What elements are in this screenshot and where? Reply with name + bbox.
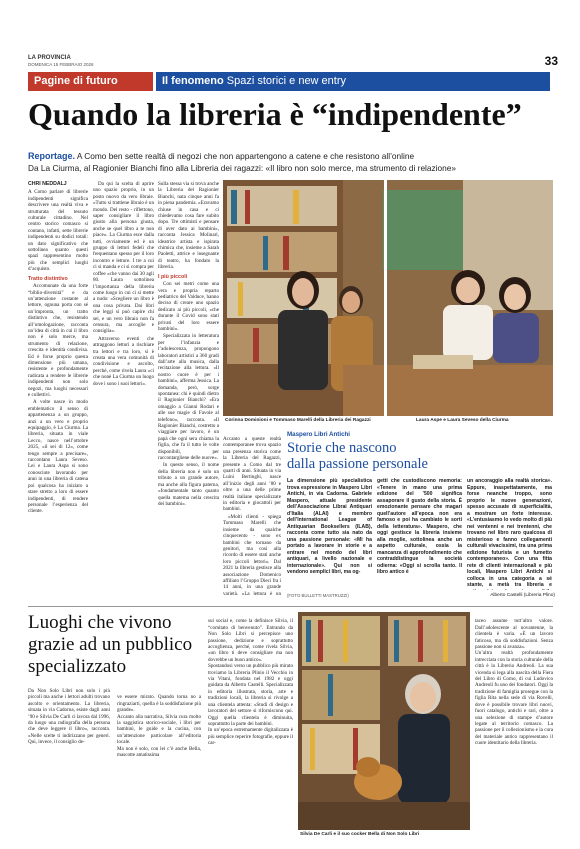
bottom-col1 bbox=[28, 688, 110, 838]
side-article-kicker: Maspero Libri Antichi bbox=[287, 431, 351, 438]
subheading-tratto: Tratto distintivo bbox=[28, 275, 68, 282]
main-paragraph: «Molti clienti - spiega Tommaso Marelli che insieme da qualche cinquecento - sono ex bambini che tornano da genitori, ma così alla ricordo di essere stati anche loro piccoli lettori». Dal 2021 la libreria gestisce alla associazione Domenico affiliato l’Gruppo Dieci fra i 14 anni, in una grande varietà. «La lettura è un bbox=[223, 513, 281, 597]
topic-band bbox=[156, 72, 550, 91]
standfirst-line2: Da La Ciurma, al Ragionier Bianchi fino alla Libreria dei ragazzi: «Il libro non solo merce, ma strumento di relazione» bbox=[28, 163, 456, 173]
main-paragraph: A volte nasce in modo emblematico il senso di appartenenza a un gruppo, anzi a un vero e proprio equipaggio, è La Ciurma. La libreria, situata in viale Lecco, nasce nell’ottobre 2025, «il sei di 12», come tengo sempre a precisare», raccontano Laura Seveso. Lei e Laura Aspa si sono conosciute lavorando per anni in una libreria di catena poi qualcosa ha iniziato a stare stretto a loro di essere indipendenti, di rendere personale l’esperienza del cliente. bbox=[28, 399, 88, 515]
main-paragraph: Da qui la scelta di aprire uno spazio proprio, in un posto nuovo da vero libraie. «Tutto si trattiene libraio è un mondo. Del resto - riflettono, saper consigliare il libro giusto alla persona giusta, anche se quel libro a te non piace». La Ciurma esce dalla tutti, ovviamente ed è un gruppo di lettori fedeli che frequentano spesso per il loro incontro e letture. I tre a cui ci si manda e ci si compra per coffee «che vanno dai 30 agli 80. Laura sottolinea l’importanza della libreria come luogo in cui ci si mette a nudo: «Scegliere un libro è una cosa privata. Dai libri che leggi si può capire chi sei, e un vero libraio non fa censura, ma accoglie e consiglia». bbox=[93, 181, 154, 335]
main-paragraph: Sulla stessa via si trova anche la Libreria del Ragionier Bianchi, nata cinque anni fa in piena pandemia. «Eravamo chiuse in casa e ci chiedevamo cosa fare subito dopo. Tre ottimisti e pensare di aver dato ai bambini», racconta Jessica Molinari, ideatrice artista e ispirata chimica che, insieme a Sarah Paoletti, attrice e insegnante di teatro, ha fondato la libreria. bbox=[158, 181, 219, 271]
bottom-headline bbox=[28, 612, 203, 678]
photo-caption-right: Laura Aspe e Laura Seveso della Ciurma bbox=[416, 418, 509, 423]
page-number: 33 bbox=[544, 54, 558, 68]
silvia-photo bbox=[298, 612, 470, 830]
headline: Quando la libreria è “indipendente” bbox=[28, 96, 522, 132]
silvia-photo-illustration bbox=[298, 612, 470, 830]
standfirst-label: Reportage. bbox=[28, 151, 76, 161]
topic-sub: Spazi storici e new entry bbox=[226, 75, 347, 87]
bottom-col2 bbox=[117, 688, 201, 838]
main-paragraph: Accanto a queste realtà contemporanee trova spazio una presenza storica come la Libreria del Ragazzi, presente a Como dal tre quarti di anni. Situata in via Luini Bertinghi, nasce all’inizio degli anni ’80 e oltre a una delle prime realtà italiane specializzate in editoria e giocattoli per bambini. bbox=[223, 436, 281, 513]
bookshop-photo-illustration bbox=[223, 180, 553, 416]
side-title-line2: dalla passione personale bbox=[287, 456, 428, 472]
topic-label: Il fenomeno bbox=[162, 75, 224, 87]
issue-date: DOMENICA 15 FEBBRAIO 2026 bbox=[28, 62, 94, 67]
main-article-col4 bbox=[223, 436, 281, 597]
section-divider bbox=[28, 606, 553, 607]
masthead bbox=[28, 55, 558, 73]
side-title-line1: Storie che nascono bbox=[287, 440, 397, 456]
bottom-paragraph: ve essere mirato. Quando torna no a ringraziarti, quella è la soddisfazione più grande». Accanto alla narrativa, Silvia cura molto la saggistica storico-sociale, i libri per bambini, le guide e la cucina, con un’attenzione particolare all’editoria locale. Ma non è solo, con lei c’è anche Bella, mascotte amatissima bbox=[117, 694, 201, 759]
bottom-paragraph: sui social e, come la definisce Silvia, il “comitato di benvenuto”. Entrando da Non Solo Libri si percepisce uno passione, dedizione e soprattutto accoglienza, perché, come rivela Silvia, «un libro ti deve consigliare ma non dovrebbe un buon amico». Spostandosi verso un pubblico più mirato troviamo la Libreria Plinio il Vecchio in via Vitani, fondata nel 1982 e oggi guidata da Alberto Castelli. Specializzata in editoria illustrata, storia, arte e tradizioni locali, la libreria si rivolge a una clientela attenta: «Studi di design e lavoratori del settore si riforniscono qui. Oggi quella clientela è diminuita, soprattutto la parte dei bambini. In un’epoca estremamente digitalizzata è più semplice reperire fotografie, eppure il car- bbox=[208, 618, 293, 747]
side-paragraph: un ancoraggio alla realtà storica». Eppure, inaspettatamente, ma forse neanche troppo, sono proprio le nuove generazioni, spesso accusate di superficialità, a mostrare un forte interesse. «L’entusiasmo lo vedo molto di più nei ventenni e nei trentenni, che trovano nel libro raro qualcosa di misterioso e fanno collegamenti culturali vivacissimi, tra una prima edizione futurista e un fumetto contemporaneo». Con una fitta rete di clienti internazionali e più locali, Maspero Libri Antichi si colloca in una categoria a sé stante, a metà tra libreria e bbox=[467, 478, 552, 588]
side-article-col3 bbox=[467, 478, 552, 590]
main-article-col3 bbox=[158, 181, 219, 597]
main-paragraph: Accomunate da una forte “biblio-diversità” e da un’attenzione costante al lettore, ognuna porta con sé un’impronta, un tratto distintivo che, resistendo all’omologazione, racconta un’idea di città in cui il libro non è solo merce, ma strumento di relazione, crescita e identità condivisa. Ed è forse proprio questa dimensione più umana, resistente e profondamente radicata a rendere le librerie indipendenti non solo negozi, ma luoghi necessari e collettivi. bbox=[28, 283, 88, 398]
section-bar bbox=[28, 72, 550, 91]
main-paragraph: In questo senso, il nome della libreria non è solo un tributo a un grande autore, ma anche alla figura paterna, «fondamentale tanto quanto quella materna nella crescita dei bambini». bbox=[158, 462, 219, 507]
bottom-headline-line2: grazie ad un pubblico bbox=[28, 634, 193, 655]
standfirst bbox=[28, 150, 558, 174]
bottom-headline-line3: specializzato bbox=[28, 656, 127, 677]
bookshop-photo bbox=[223, 180, 553, 416]
castelli-caption: Alberto Castelli (Libreria Plino) bbox=[490, 593, 555, 598]
bottom-col4 bbox=[475, 612, 553, 838]
byline: CHRI NEDDALJ bbox=[28, 181, 67, 187]
main-paragraph: Specializzata in letteratura per l’infanzia e l’adolescenza, propongono laboratori artistici a 360 gradi dall’arte alla musica, dalla recitazione alla lettura. «Il nostro cuore è per i bambini», afferma Jessica. La domanda, però, sorge spontanea: chi è quindi dietro il Ragionier Bianchi? «Era omaggio a Gianni Rodari e alle sue magie di Favole al telefono», racconta. «Il Ragionier Bianchi, costretto a viaggiare per lavoro, è un papà che ogni sera chiama la figlia, che fa il tutto le volte disponibili, per raccontargliene delle nuove». bbox=[158, 333, 219, 462]
side-paragraph: La dimensione più specialistica trova espressione in Maspero Libri Antichi, in via Cadorna. Gabriele Maspero, attuale presidente dell’Associazione Librai Antiquari d’Italia (ALAI) e membro dell’International League of Antiquarian Booksellers (ILAB), racconta come tutto sia nato da una passione personale: «Mi ha portato a lavorare in storie e a entrare nel mondo del libri antiquari, a livello nazionale e internazionale». Qui non si vendono semplici libri, ma og- bbox=[287, 478, 372, 575]
main-intro: A Como parlare di librerie indipendenti significa descrivere una realtà viva e strutturata del tessuto culturale cittadino. Nel centro storico comasco si contano, infatti, sette librerie indipendenti su dodici totali: un dato significativo che sottolinea quanto questi spazi rappresentino molto più che semplici luoghi d’acquisto. bbox=[28, 189, 88, 273]
side-article-title bbox=[287, 440, 557, 472]
bottom-paragraph: taceo assume tutt’altro valore. Dall’adolescente al novantenne, la clientela è varia. «È un lavoro faticoso, ma dà soddisfazioni. Senza passione non si avanza». Un’altra realtà profondamente intrecciata con la storia culturale della città è la Libreria Andreoli. La sua vicenda si lega alla nascita della Fiera del Libro di Como, di cui Ludovico Andreoli fu uno dei fondatori. Oggi la tradizione di famiglia prosegue con la figlia Rita nella sede di via Rovelli, dove è possibile trovare libri nuovi, fuori catalogo, antichi e rari, oltre a una selezione di stampe d’autore legate al territorio comasco. La passione per il collezionismo e la cura del materiale antico rappresentano il cuore identitario della libreria. bbox=[475, 618, 553, 747]
main-paragraph: Con sei metri come una vera e propria reparto pediatrico del Valduce, hanno deciso di creare uno spazio dedicato ai più piccoli, «che durante il Covid sono stati privati del loro essere bambini». bbox=[158, 281, 219, 332]
main-article-col2 bbox=[93, 181, 154, 597]
bottom-col3 bbox=[208, 612, 293, 838]
silvia-caption: Silvia De Carli e il suo cocker Bella di Non Solo Libri bbox=[300, 832, 420, 837]
subheading-piccoli: I più piccoli bbox=[158, 273, 188, 280]
main-photo-credit: (FOTO BULLETTI MASTRUZZI) bbox=[287, 593, 349, 598]
photo-caption-left: Corinna Dominioni e Tommaso Marelli della Libreria dei Ragazzi bbox=[225, 418, 371, 423]
side-article-col2 bbox=[377, 478, 462, 598]
main-article-col1 bbox=[28, 181, 88, 597]
section-label: Pagine di futuro bbox=[28, 72, 153, 91]
side-article-col1 bbox=[287, 478, 372, 598]
paper-name: LA PROVINCIA bbox=[28, 55, 71, 61]
side-paragraph: getti che custodiscono memoria: «Tenere in mano una prima edizione del ’500 significa assaporare il gusto della storia. È emozionante pensare che magari quell’autore all’epoca non era famoso e poi ha cambiato le sorti della letteratura». Maspero, che oggi gestisce la libreria insieme alla moglie, sottolinea anche un aspetto culturale, ossia la mancanza di approfondimento che contraddistingue la società odierna: «Oggi si scrolla tanto. Il libro antico è bbox=[377, 478, 462, 575]
standfirst-line1: A Como ben sette realtà di negozi che non appartengono a catene e che resistono all’online bbox=[76, 151, 415, 161]
bottom-paragraph: Da Non Solo Libri non solo i più piccoli ma anche i lettori adulti trovano ascolto e orientamento. La libreria, situata in via Cadorna, esiste dagli anni ’90 e Silvia De Carli ci lavora dal 1996, da luogo una radiografia della persona che deve leggere il libro», racconta. «Nelle scelte ti indirizzano per generi. Qui, invece, il consiglio de- bbox=[28, 688, 110, 746]
bottom-headline-line1: Luoghi che vivono bbox=[28, 612, 172, 633]
main-paragraph: Attraverso eventi che attraggono lettori a rischiare tra lettori e tra loro, si è creata una vera comunità di condivisione e ascolto, perché, come rivela Laura «ci che nonè La Ciurma un luogo dove i sono i suoi lettori». bbox=[93, 335, 154, 387]
